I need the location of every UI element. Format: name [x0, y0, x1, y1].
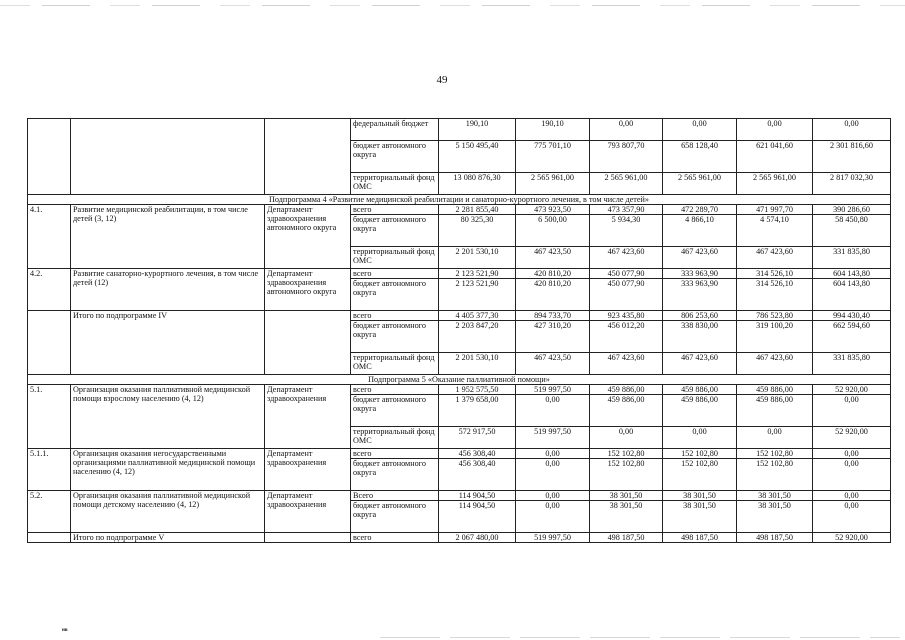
- value-cell: 498 187,50: [590, 533, 663, 543]
- item-number: 5.2.: [28, 491, 71, 533]
- value-cell: 190,10: [439, 119, 516, 141]
- source-label: бюджет автономного округа: [351, 395, 439, 427]
- table-row: [28, 491, 891, 501]
- value-cell: 498 187,50: [663, 533, 737, 543]
- source-label: всего: [351, 311, 439, 321]
- value-cell: 1 952 575,50: [439, 385, 516, 395]
- value-cell: 2 817 032,30: [813, 173, 891, 195]
- value-cell: 0,00: [516, 459, 590, 491]
- item-department: Департамент здравоохранения: [265, 491, 351, 533]
- value-cell: 0,00: [663, 427, 737, 449]
- value-cell: 427 310,20: [516, 321, 590, 353]
- value-cell: 0,00: [590, 119, 663, 141]
- empty-cell: [265, 311, 351, 375]
- source-label: бюджет автономного округа: [351, 279, 439, 311]
- value-cell: 2 201 530,10: [439, 353, 516, 375]
- subprogram-4-title: Подпрограмма 4 «Развитие медицинской реабилитации и санаторно-курортного лечения, в том числе детей»: [28, 195, 891, 205]
- value-cell: 2 123 521,90: [439, 279, 516, 311]
- value-cell: 2 565 961,00: [516, 173, 590, 195]
- value-cell: 519 997,50: [516, 533, 590, 543]
- value-cell: 420 810,20: [516, 269, 590, 279]
- item-number: 4.1.: [28, 205, 71, 269]
- value-cell: 450 077,90: [590, 269, 663, 279]
- value-cell: 775 701,10: [516, 141, 590, 173]
- item-number: 5.1.: [28, 385, 71, 449]
- value-cell: 467 423,50: [516, 247, 590, 269]
- value-cell: 459 886,00: [590, 385, 663, 395]
- value-cell: 467 423,60: [737, 353, 813, 375]
- table-row: [28, 311, 891, 321]
- value-cell: 152 102,80: [737, 459, 813, 491]
- value-cell: 467 423,50: [516, 353, 590, 375]
- value-cell: 519 997,50: [516, 427, 590, 449]
- table-row: [28, 205, 891, 215]
- value-cell: 0,00: [813, 395, 891, 427]
- subtotal-label: Итого по подпрограмме V: [71, 533, 265, 543]
- value-cell: 333 963,90: [663, 269, 737, 279]
- value-cell: 793 807,70: [590, 141, 663, 173]
- subprogram-header-row: [28, 375, 891, 385]
- empty-cell: [265, 533, 351, 543]
- value-cell: 519 997,50: [516, 385, 590, 395]
- item-number: 4.2.: [28, 269, 71, 311]
- value-cell: 894 733,70: [516, 311, 590, 321]
- value-cell: 58 450,80: [813, 215, 891, 247]
- value-cell: 459 886,00: [663, 385, 737, 395]
- value-cell: 5 150 495,40: [439, 141, 516, 173]
- source-label: всего: [351, 385, 439, 395]
- value-cell: 114 904,50: [439, 491, 516, 501]
- value-cell: 2 067 480,00: [439, 533, 516, 543]
- source-label: бюджет автономного округа: [351, 321, 439, 353]
- value-cell: 994 430,40: [813, 311, 891, 321]
- empty-cell: [265, 119, 351, 195]
- value-cell: 338 830,00: [663, 321, 737, 353]
- value-cell: 152 102,80: [590, 449, 663, 459]
- value-cell: 52 920,00: [813, 385, 891, 395]
- page-number: 49: [436, 74, 448, 86]
- value-cell: 52 920,00: [813, 533, 891, 543]
- value-cell: 498 187,50: [737, 533, 813, 543]
- item-department: Департамент здравоохранения автономного округа: [265, 269, 351, 311]
- table-row: [28, 533, 891, 543]
- source-label: федеральный бюджет: [351, 119, 439, 141]
- value-cell: 1 379 658,00: [439, 395, 516, 427]
- value-cell: 0,00: [813, 459, 891, 491]
- value-cell: 604 143,80: [813, 269, 891, 279]
- table-row: [28, 119, 891, 141]
- value-cell: 38 301,50: [590, 501, 663, 533]
- value-cell: 459 886,00: [737, 395, 813, 427]
- source-label: бюджет автономного округа: [351, 459, 439, 491]
- value-cell: 471 997,70: [737, 205, 813, 215]
- value-cell: 0,00: [737, 427, 813, 449]
- value-cell: 333 963,90: [663, 279, 737, 311]
- value-cell: 2 203 847,20: [439, 321, 516, 353]
- value-cell: 5 934,30: [590, 215, 663, 247]
- value-cell: 80 325,30: [439, 215, 516, 247]
- item-name: Организация оказания паллиативной медицинской помощи взрослому населению (4, 12): [71, 385, 265, 449]
- value-cell: 152 102,80: [663, 459, 737, 491]
- empty-cell: [71, 119, 265, 195]
- value-cell: 467 423,60: [590, 353, 663, 375]
- scan-artifact-bottom: [380, 637, 900, 638]
- source-label: территориальный фонд ОМС: [351, 173, 439, 195]
- value-cell: 0,00: [813, 501, 891, 533]
- value-cell: 0,00: [516, 501, 590, 533]
- subprogram-header-row: [28, 195, 891, 205]
- source-label: всего: [351, 533, 439, 543]
- table-row: [28, 269, 891, 279]
- value-cell: 38 301,50: [737, 501, 813, 533]
- value-cell: 390 286,60: [813, 205, 891, 215]
- footer-mark: нв: [62, 628, 68, 633]
- value-cell: 923 435,80: [590, 311, 663, 321]
- value-cell: 0,00: [516, 449, 590, 459]
- item-name: Развитие медицинской реабилитации, в том числе детей (3, 12): [71, 205, 265, 269]
- value-cell: 13 080 876,30: [439, 173, 516, 195]
- value-cell: 152 102,80: [590, 459, 663, 491]
- source-label: Всего: [351, 491, 439, 501]
- value-cell: 456 308,40: [439, 449, 516, 459]
- value-cell: 6 500,00: [516, 215, 590, 247]
- value-cell: 459 886,00: [663, 395, 737, 427]
- scan-artifact-top: [0, 5, 905, 6]
- value-cell: 38 301,50: [737, 491, 813, 501]
- value-cell: 114 904,50: [439, 501, 516, 533]
- value-cell: 0,00: [813, 119, 891, 141]
- value-cell: 152 102,80: [737, 449, 813, 459]
- source-label: территориальный фонд ОМС: [351, 353, 439, 375]
- value-cell: 38 301,50: [663, 491, 737, 501]
- value-cell: 2 565 961,00: [590, 173, 663, 195]
- value-cell: 0,00: [813, 491, 891, 501]
- subtotal-label: Итого по подпрограмме IV: [71, 311, 265, 375]
- source-label: территориальный фонд ОМС: [351, 247, 439, 269]
- value-cell: 314 526,10: [737, 279, 813, 311]
- value-cell: 467 423,60: [737, 247, 813, 269]
- value-cell: 38 301,50: [590, 491, 663, 501]
- source-label: бюджет автономного округа: [351, 141, 439, 173]
- source-label: всего: [351, 449, 439, 459]
- value-cell: 450 077,90: [590, 279, 663, 311]
- value-cell: 2 301 816,60: [813, 141, 891, 173]
- value-cell: 621 041,60: [737, 141, 813, 173]
- value-cell: 0,00: [516, 395, 590, 427]
- value-cell: 0,00: [737, 119, 813, 141]
- item-number: 5.1.1.: [28, 449, 71, 491]
- value-cell: 2 565 961,00: [663, 173, 737, 195]
- value-cell: 604 143,80: [813, 279, 891, 311]
- value-cell: 658 128,40: [663, 141, 737, 173]
- source-label: бюджет автономного округа: [351, 501, 439, 533]
- empty-cell: [28, 311, 71, 375]
- item-department: Департамент здравоохранения автономного округа: [265, 205, 351, 269]
- value-cell: 467 423,60: [663, 353, 737, 375]
- value-cell: 456 308,40: [439, 459, 516, 491]
- value-cell: 467 423,60: [663, 247, 737, 269]
- value-cell: 662 594,60: [813, 321, 891, 353]
- value-cell: 314 526,10: [737, 269, 813, 279]
- source-label: территориальный фонд ОМС: [351, 427, 439, 449]
- value-cell: 786 523,80: [737, 311, 813, 321]
- table-row: [28, 449, 891, 459]
- source-label: всего: [351, 205, 439, 215]
- value-cell: 4 866,10: [663, 215, 737, 247]
- item-name: Организация оказания паллиативной медицинской помощи детскому населению (4, 12): [71, 491, 265, 533]
- value-cell: 319 100,20: [737, 321, 813, 353]
- value-cell: 2 201 530,10: [439, 247, 516, 269]
- item-department: Департамент здравоохранения: [265, 385, 351, 449]
- value-cell: 2 565 961,00: [737, 173, 813, 195]
- value-cell: 4 405 377,30: [439, 311, 516, 321]
- value-cell: 472 289,70: [663, 205, 737, 215]
- source-label: всего: [351, 269, 439, 279]
- value-cell: 473 357,90: [590, 205, 663, 215]
- value-cell: 331 835,80: [813, 247, 891, 269]
- value-cell: 467 423,60: [590, 247, 663, 269]
- value-cell: 2 123 521,90: [439, 269, 516, 279]
- value-cell: 52 920,00: [813, 427, 891, 449]
- item-department: Департамент здравоохранения: [265, 449, 351, 491]
- item-name: Развитие санаторно-курортного лечения, в том числе детей (12): [71, 269, 265, 311]
- value-cell: 806 253,60: [663, 311, 737, 321]
- table-row: [28, 385, 891, 395]
- value-cell: 4 574,10: [737, 215, 813, 247]
- value-cell: 572 917,50: [439, 427, 516, 449]
- value-cell: 0,00: [663, 119, 737, 141]
- value-cell: 0,00: [813, 449, 891, 459]
- empty-cell: [28, 119, 71, 195]
- value-cell: 152 102,80: [663, 449, 737, 459]
- value-cell: 0,00: [590, 427, 663, 449]
- value-cell: 473 923,50: [516, 205, 590, 215]
- value-cell: 190,10: [516, 119, 590, 141]
- value-cell: 38 301,50: [663, 501, 737, 533]
- value-cell: 0,00: [516, 491, 590, 501]
- source-label: бюджет автономного округа: [351, 215, 439, 247]
- value-cell: 456 012,20: [590, 321, 663, 353]
- budget-table: [27, 118, 891, 543]
- item-name: Организация оказания негосударственными организациями паллиативной медицинской помощи населению (4, 12): [71, 449, 265, 491]
- value-cell: 459 886,00: [590, 395, 663, 427]
- empty-cell: [28, 533, 71, 543]
- value-cell: 331 835,80: [813, 353, 891, 375]
- value-cell: 420 810,20: [516, 279, 590, 311]
- subprogram-5-title: Подпрограмма 5 «Оказание паллиативной помощи»: [28, 375, 891, 385]
- value-cell: 459 886,00: [737, 385, 813, 395]
- value-cell: 2 281 855,40: [439, 205, 516, 215]
